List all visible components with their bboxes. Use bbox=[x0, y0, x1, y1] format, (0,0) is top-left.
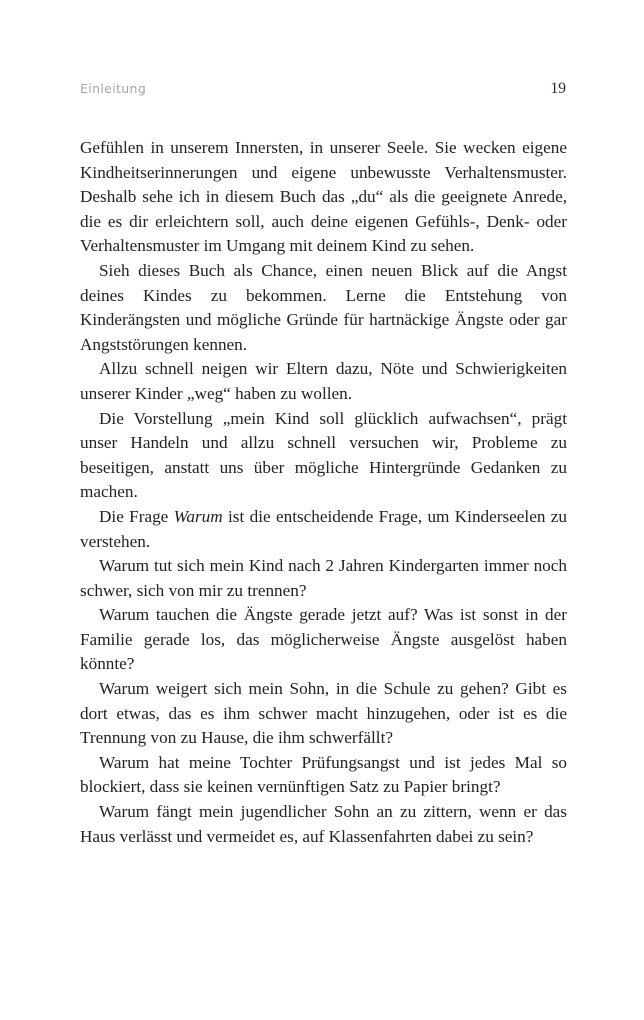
page-number: 19 bbox=[550, 80, 566, 97]
paragraph: Die Vorstellung „mein Kind soll glücklich aufwachsen“, prägt unser Handeln und allzu schnell versuchen wir, Probleme zu beseitigen, anstatt uns über mögliche Hintergründe Gedanken zu machen. bbox=[80, 408, 567, 502]
paragraph: Warum tut sich mein Kind nach 2 Jahren Kindergarten immer noch schwer, sich von mir zu trennen? bbox=[80, 556, 567, 600]
paragraph: Warum fängt mein jugendlicher Sohn an zu zittern, wenn er das Haus verlässt und vermeidet es, auf Klassenfahrten dabei zu sein? bbox=[80, 802, 567, 846]
paragraph: Gefühlen in unserem Innersten, in unserer Seele. Sie wecken eigene Kindheitserinnerungen und eigene unbewusste Verhaltensmuster. Deshalb sehe ich in diesem Buch das „du“ als die geeignete Anrede, die es dir erleichtern soll, auch deine eigenen Gefühls-, Denk- oder Verhaltensmuster im Umgang mit deinem Kind zu sehen. bbox=[80, 138, 567, 256]
paragraph: Die Frage Warum ist die entscheidende Frage, um Kinderseelen zu verstehen. bbox=[80, 506, 568, 551]
running-head bbox=[80, 80, 566, 102]
paragraph: Warum weigert sich mein Sohn, in die Schule zu gehen? Gibt es dort etwas, das es ihm schwer macht hinzugehen, oder ist es die Trennung von zu Hause, die ihm schwerfällt? bbox=[80, 679, 567, 748]
body-text bbox=[80, 136, 567, 849]
paragraph: Warum tauchen die Ängste gerade jetzt auf? Was ist sonst in der Familie gerade los, das möglicherweise Ängste ausgelöst haben könnte? bbox=[80, 605, 567, 674]
emphasized-word: Warum bbox=[173, 506, 223, 526]
running-head-title: Einleitung bbox=[80, 81, 147, 96]
paragraph: Allzu schnell neigen wir Eltern dazu, Nöte und Schwierigkeiten unserer Kinder „weg“ haben zu wollen. bbox=[80, 359, 567, 403]
paragraph: Sieh dieses Buch als Chance, einen neuen Blick auf die Angst deines Kindes zu bekommen. Lerne die Entstehung von Kinderängsten und mögliche Gründe für hartnäckige Ängste oder gar Angststörungen kennen. bbox=[80, 260, 567, 354]
paragraph: Warum hat meine Tochter Prüfungsangst und ist jedes Mal so blockiert, dass sie keinen vernünftigen Satz zu Papier bringt? bbox=[80, 752, 567, 797]
